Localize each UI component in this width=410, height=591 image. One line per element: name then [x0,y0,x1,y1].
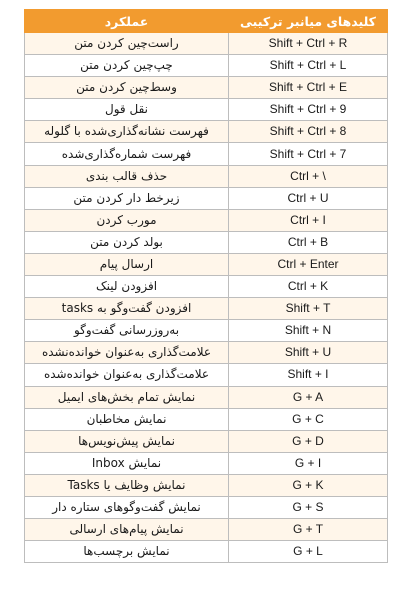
action-cell: نقل قول [25,99,229,121]
action-cell: زیرخط دار کردن متن [25,187,229,209]
table-row [25,474,388,496]
table-row [25,209,388,231]
table-row [25,364,388,386]
shortcut-keys-cell: Shift + Ctrl + E [229,77,388,99]
action-cell: نمایش مخاطبان [25,408,229,430]
action-cell: چپ‌چین کردن متن [25,55,229,77]
shortcut-keys-cell: Ctrl + I [229,209,388,231]
table-row [25,496,388,518]
table-row [25,519,388,541]
shortcut-keys-cell: Shift + I [229,364,388,386]
table-row [25,143,388,165]
table-row [25,276,388,298]
action-cell: نمایش پیش‌نویس‌ها [25,430,229,452]
action-cell: مورب کردن [25,209,229,231]
shortcut-keys-cell: Ctrl + Enter [229,253,388,275]
table-body [25,33,388,563]
action-cell: نمایش وظایف یا Tasks [25,474,229,496]
shortcut-keys-cell: G + I [229,452,388,474]
table-row [25,452,388,474]
shortcut-keys-cell: G + L [229,541,388,563]
header-row [25,10,388,33]
action-cell: فهرست شماره‌گذاری‌شده [25,143,229,165]
action-cell: فهرست نشانه‌گذاری‌شده با گلوله [25,121,229,143]
table-row [25,342,388,364]
shortcut-keys-cell: Shift + T [229,298,388,320]
action-cell: نمایش Inbox [25,452,229,474]
table-row [25,55,388,77]
table-row [25,187,388,209]
action-cell: علامت‌گذاری به‌عنوان خوانده‌شده [25,364,229,386]
shortcut-keys-cell: G + T [229,519,388,541]
shortcut-keys-cell: G + D [229,430,388,452]
shortcut-keys-cell: Ctrl + B [229,231,388,253]
table-row [25,430,388,452]
table-row [25,99,388,121]
shortcut-keys-cell: G + A [229,386,388,408]
action-cell: نمایش تمام بخش‌های ایمیل [25,386,229,408]
action-cell: افزودن گفت‌وگو به tasks [25,298,229,320]
action-cell: وسط‌چین کردن متن [25,77,229,99]
action-cell: علامت‌گذاری به‌عنوان خوانده‌نشده [25,342,229,364]
shortcut-keys-cell: Shift + U [229,342,388,364]
shortcut-keys-cell: G + S [229,496,388,518]
shortcut-keys-cell: Shift + N [229,320,388,342]
shortcut-keys-cell: Shift + Ctrl + 7 [229,143,388,165]
table-row [25,408,388,430]
table-row [25,541,388,563]
shortcut-keys-cell: Shift + Ctrl + R [229,33,388,55]
table-header [25,10,388,33]
table-row [25,298,388,320]
table-row [25,165,388,187]
table-row [25,386,388,408]
table-row [25,121,388,143]
shortcut-keys-cell: Shift + Ctrl + 8 [229,121,388,143]
shortcuts-table [24,9,388,563]
header-keys: کلیدهای میانبر ترکیبی [229,10,388,33]
table-row [25,33,388,55]
action-cell: نمایش پیام‌های ارسالی [25,519,229,541]
shortcut-keys-cell: Ctrl + K [229,276,388,298]
action-cell: نمایش گفت‌وگوهای ستاره دار [25,496,229,518]
action-cell: بولد کردن متن [25,231,229,253]
action-cell: ارسال پیام [25,253,229,275]
shortcut-keys-cell: G + K [229,474,388,496]
header-action: عملکرد [25,10,229,33]
action-cell: راست‌چین کردن متن [25,33,229,55]
shortcut-keys-cell: Shift + Ctrl + L [229,55,388,77]
table-row [25,231,388,253]
shortcut-keys-cell: Ctrl + U [229,187,388,209]
shortcut-keys-cell: Shift + Ctrl + 9 [229,99,388,121]
action-cell: به‌روزرسانی گفت‌وگو [25,320,229,342]
shortcut-keys-cell: Ctrl + \ [229,165,388,187]
shortcut-keys-cell: G + C [229,408,388,430]
action-cell: نمایش برچسب‌ها [25,541,229,563]
shortcuts-table-container [24,9,387,563]
table-row [25,320,388,342]
table-row [25,253,388,275]
action-cell: حذف قالب بندی [25,165,229,187]
table-row [25,77,388,99]
action-cell: افزودن لینک [25,276,229,298]
